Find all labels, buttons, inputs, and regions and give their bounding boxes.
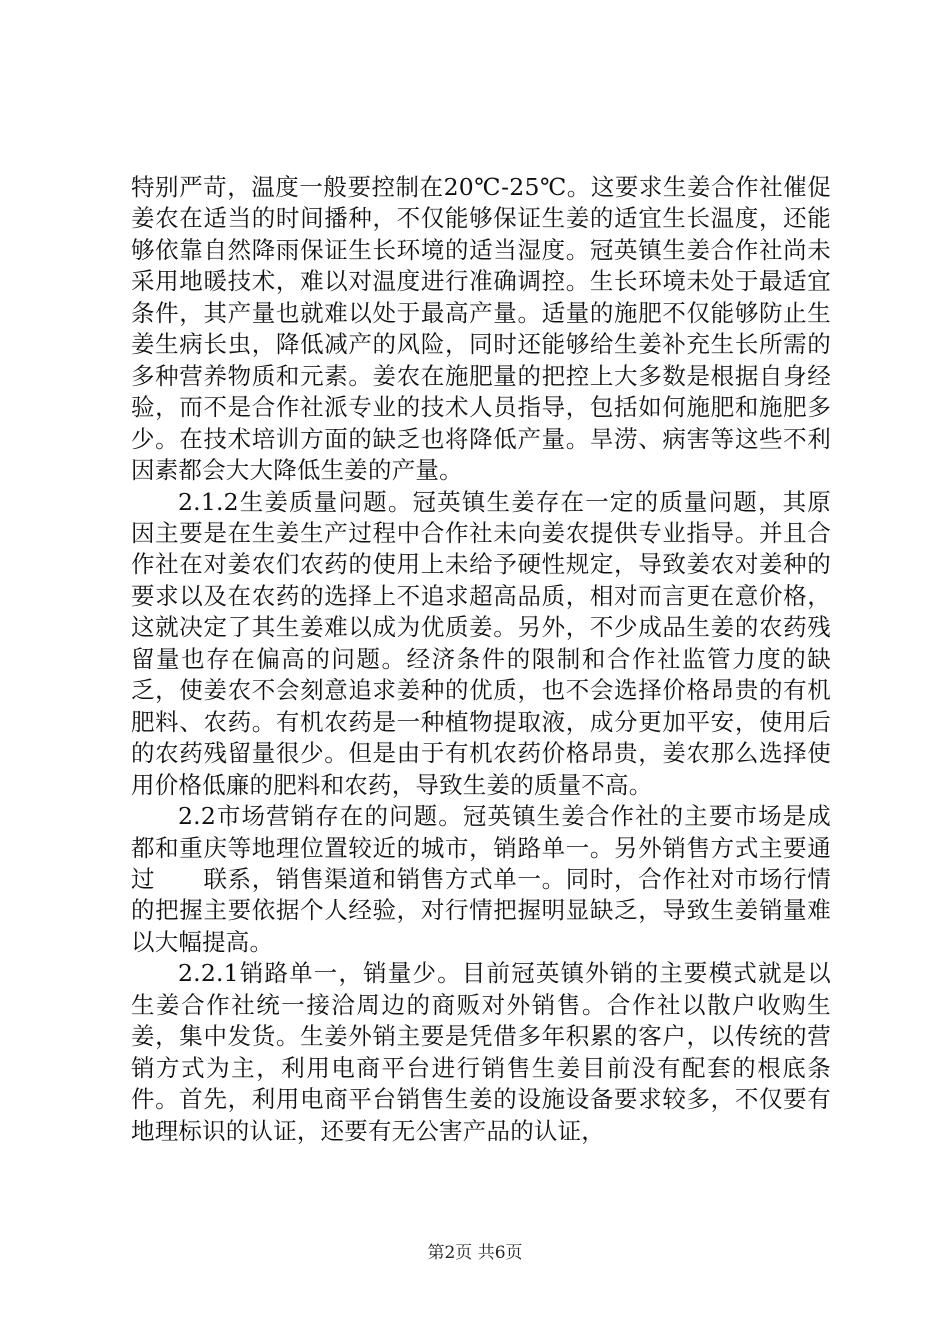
paragraph-marketing-problems: 2.2市场营销存在的问题。冠英镇生姜合作社的主要市场是成都和重庆等地理位置较近的城市，销路单一。另外销售方式主要通过 联系，销售渠道和销售方式单一。同时，合作社对市场行情的把握主要依据个人经验，对行情把握明显缺乏，导致生姜销量难以大幅提高。 — [131, 802, 831, 956]
body-text — [131, 172, 831, 1147]
paragraph-growth-conditions: 特别严苛，温度一般要控制在20℃-25℃。这要求生姜合作社催促姜农在适当的时间播种，不仅能够保证生姜的适宜生长温度，还能够依靠自然降雨保证生长环境的适当湿度。冠英镇生姜合作社尚未采用地暖技术，难以对温度进行准确调控。生长环境未处于最适宜条件，其产量也就难以处于最高产量。适量的施肥不仅能够防止生姜生病长虫，降低减产的风险，同时还能够给生姜补充生长所需的多种营养物质和元素。姜农在施肥量的把控上大多数是根据自身经验，而不是合作社派专业的技术人员指导，包括如何施肥和施肥多少。在技术培训方面的缺乏也将降低产量。旱涝、病害等这些不利因素都会大大降低生姜的产量。 — [131, 173, 831, 485]
paragraph-single-sales-channel: 2.2.1销路单一，销量少。目前冠英镇外销的主要模式就是以生姜合作社统一接洽周边的商贩对外销售。合作社以散户收购生姜，集中发货。生姜外销主要是凭借多年积累的客户，以传统的营销方式为主，利用电商平台进行销售生姜目前没有配套的根底条件。首先，利用电商平台销售生姜的设施设备要求较多，不仅要有地理标识的认证，还要有无公害产品的认证， — [131, 959, 831, 1145]
paragraph-ginger-quality: 2.1.2生姜质量问题。冠英镇生姜存在一定的质量问题，其原因主要是在生姜生产过程中合作社未向姜农提供专业指导。并且合作社在对姜农们农药的使用上未给予硬性规定，导致姜农对姜种的要求以及在农药的选择上不追求超高品质，相对而言更在意价格，这就决定了其生姜难以成为优质姜。另外，不少成品生姜的农药残留量也存在偏高的问题。经济条件的限制和合作社监管力度的缺乏，使姜农不会刻意追求姜种的优质，也不会选择价格昂贵的有机肥料、农药。有机农药是一种植物提取液，成分更加平安，使用后的农药残留量很少。但是由于有机农药价格昂贵，姜农那么选择使用价格低廉的肥料和农药，导致生姜的质量不高。 — [131, 487, 831, 799]
page-footer: 第2页 共6页 — [427, 1243, 523, 1263]
